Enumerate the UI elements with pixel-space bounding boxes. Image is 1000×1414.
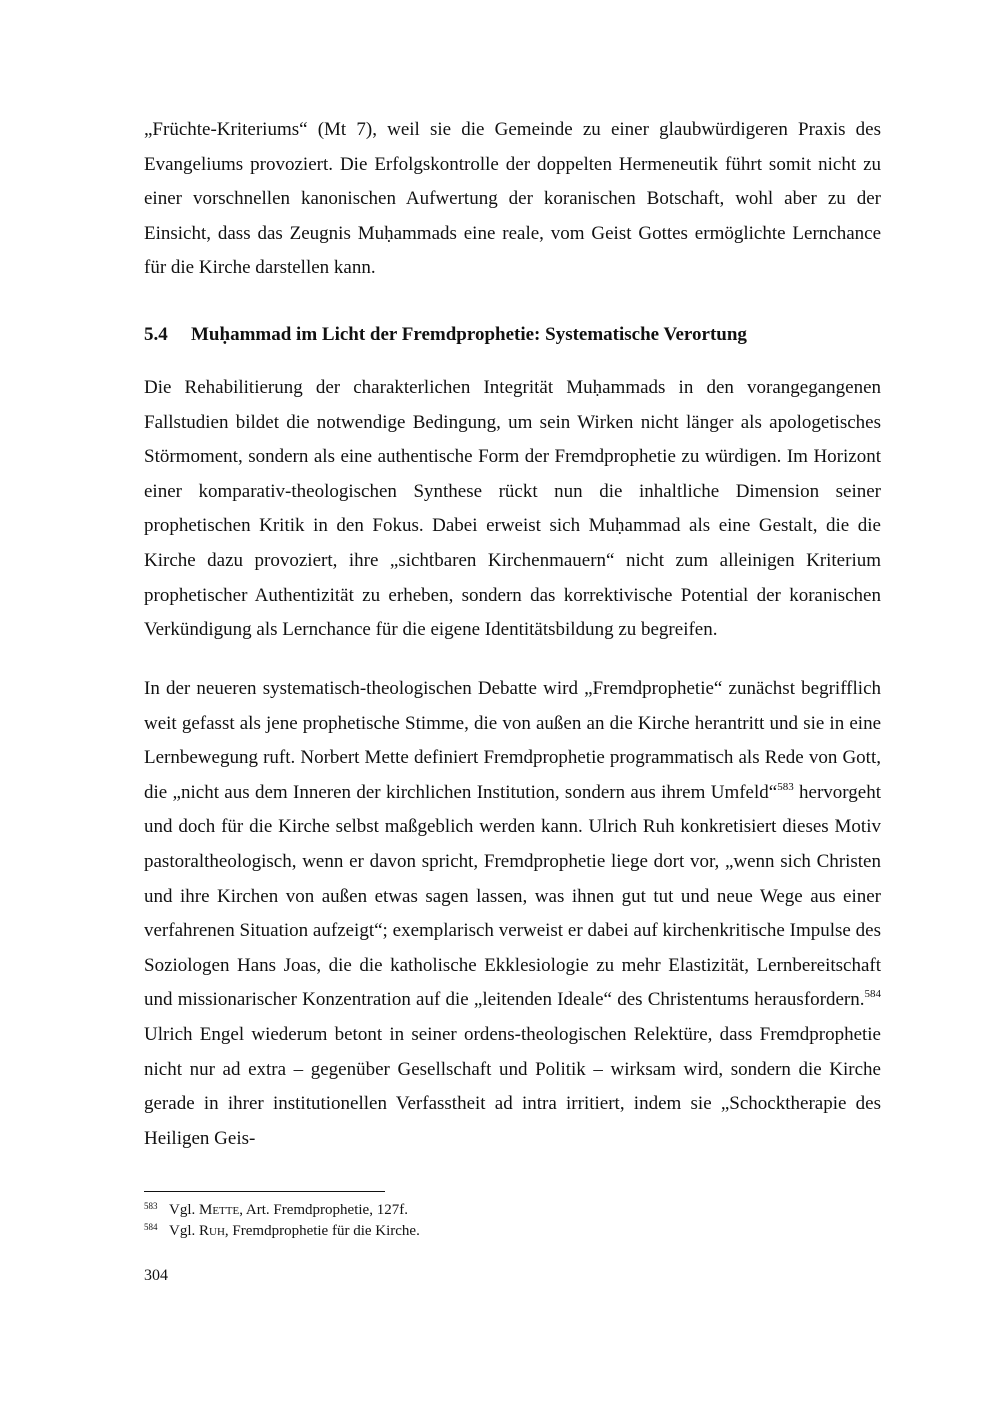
paragraph-two-part-one: In der neueren systematisch-theologischen Debatte wird „Fremdprophetie“ zunächst begrifflich weit gefasst als jene prophetische Stimme, die von außen an die Kirche herantritt und sie in eine Lernbewegung ruft. Norbert Mette definiert Fremdprophetie programmatisch als Rede von Gott, die „nicht aus dem Inneren der kirchlichen Institution, sondern aus ihrem Umfeld“ — [144, 678, 881, 803]
section-number: 5.4 — [144, 324, 168, 345]
footnote-583 — [144, 1200, 881, 1221]
footnote-author: Ruh — [199, 1223, 225, 1239]
footnote-prefix: Vgl. — [169, 1202, 199, 1218]
footnote-number: 584 — [144, 1222, 158, 1232]
body-paragraph-two — [144, 672, 881, 1156]
footnote-reference-583[interactable]: 583 — [777, 780, 794, 793]
footnote-584 — [144, 1221, 881, 1242]
footnote-prefix: Vgl. — [169, 1223, 199, 1239]
footnotes-list — [144, 1200, 881, 1242]
body-paragraph-one: Die Rehabilitierung der charakterlichen Integrität Muḥammads in den vorangegangenen Fallstudien bildet die notwendige Bedingung, um sein Wirken nicht länger als apologetisches Störmoment, sondern als eine authentische Form der Fremdprophetie zu würdigen. Im Horizont einer komparativ-theologischen Synthese rückt nun die inhaltliche Dimension seiner prophetischen Kritik in den Fokus. Dabei erweist sich Muḥammad als eine Gestalt, die die Kirche dazu provoziert, ihre „sichtbaren Kirchenmauern“ nicht zum alleinigen Kriterium prophetischer Authentizität zu erheben, sondern das korrektivische Potential der koranischen Verkündigung als Lernchance für die eigene Identitätsbildung zu begreifen. — [144, 377, 881, 641]
footnote-text: , Art. Fremdprophetie, 127f. — [239, 1202, 408, 1218]
footnote-reference-584[interactable]: 584 — [864, 988, 881, 1001]
page-number: 304 — [144, 1267, 168, 1284]
footnote-number: 583 — [144, 1201, 158, 1211]
body-paragraph-intro: „Früchte-Kriteriums“ (Mt 7), weil sie die Gemeinde zu einer glaubwürdigeren Praxis des Evangeliums provoziert. Die Erfolgskontrolle der doppelten Hermeneutik führt somit nicht zu einer vorschnellen kanonischen Aufwertung der koranischen Botschaft, wohl aber zu der Einsicht, dass das Zeugnis Muḥammads eine reale, vom Geist Gottes ermöglichte Lernchance für die Kirche darstellen kann. — [144, 119, 881, 279]
section-title: Muḥammad im Licht der Fremdprophetie: Systematische Verortung — [191, 324, 747, 345]
footnote-separator — [144, 1191, 385, 1192]
footnote-text: , Fremdprophetie für die Kirche. — [224, 1223, 420, 1239]
footnote-author: Mette — [199, 1202, 240, 1218]
paragraph-two-part-two: hervorgeht und doch für die Kirche selbst maßgeblich werden kann. Ulrich Ruh konkretisiert dieses Motiv pastoraltheologisch, wenn er davon spricht, Fremdprophetie liege dort vor, „wenn sich Christen und ihre Kirchen von außen etwas sagen lassen, was ihnen gut tut und neue Wege aus einer verfahrenen Situation aufzeigt“; exemplarisch verweist er dabei auf kirchenkritische Impulse des Soziologen Hans Joas, die die katholische Ekklesiologie zu mehr Elastizität, Lernbereitschaft und missionarischer Konzentration auf die „leitenden Ideale“ des Christentums herausfordern. — [144, 781, 881, 1011]
paragraph-two-part-three: Ulrich Engel wiederum betont in seiner ordens-theologischen Relektüre, dass Fremdprophetie nicht nur ad extra – gegenüber Gesellschaft und Politik – wirksam wird, sondern die Kirche gerade in ihrer institutionellen Verfasstheit ad intra irritiert, indem sie „Schocktherapie des Heiligen Geis- — [144, 1023, 881, 1149]
section-heading — [144, 318, 881, 352]
